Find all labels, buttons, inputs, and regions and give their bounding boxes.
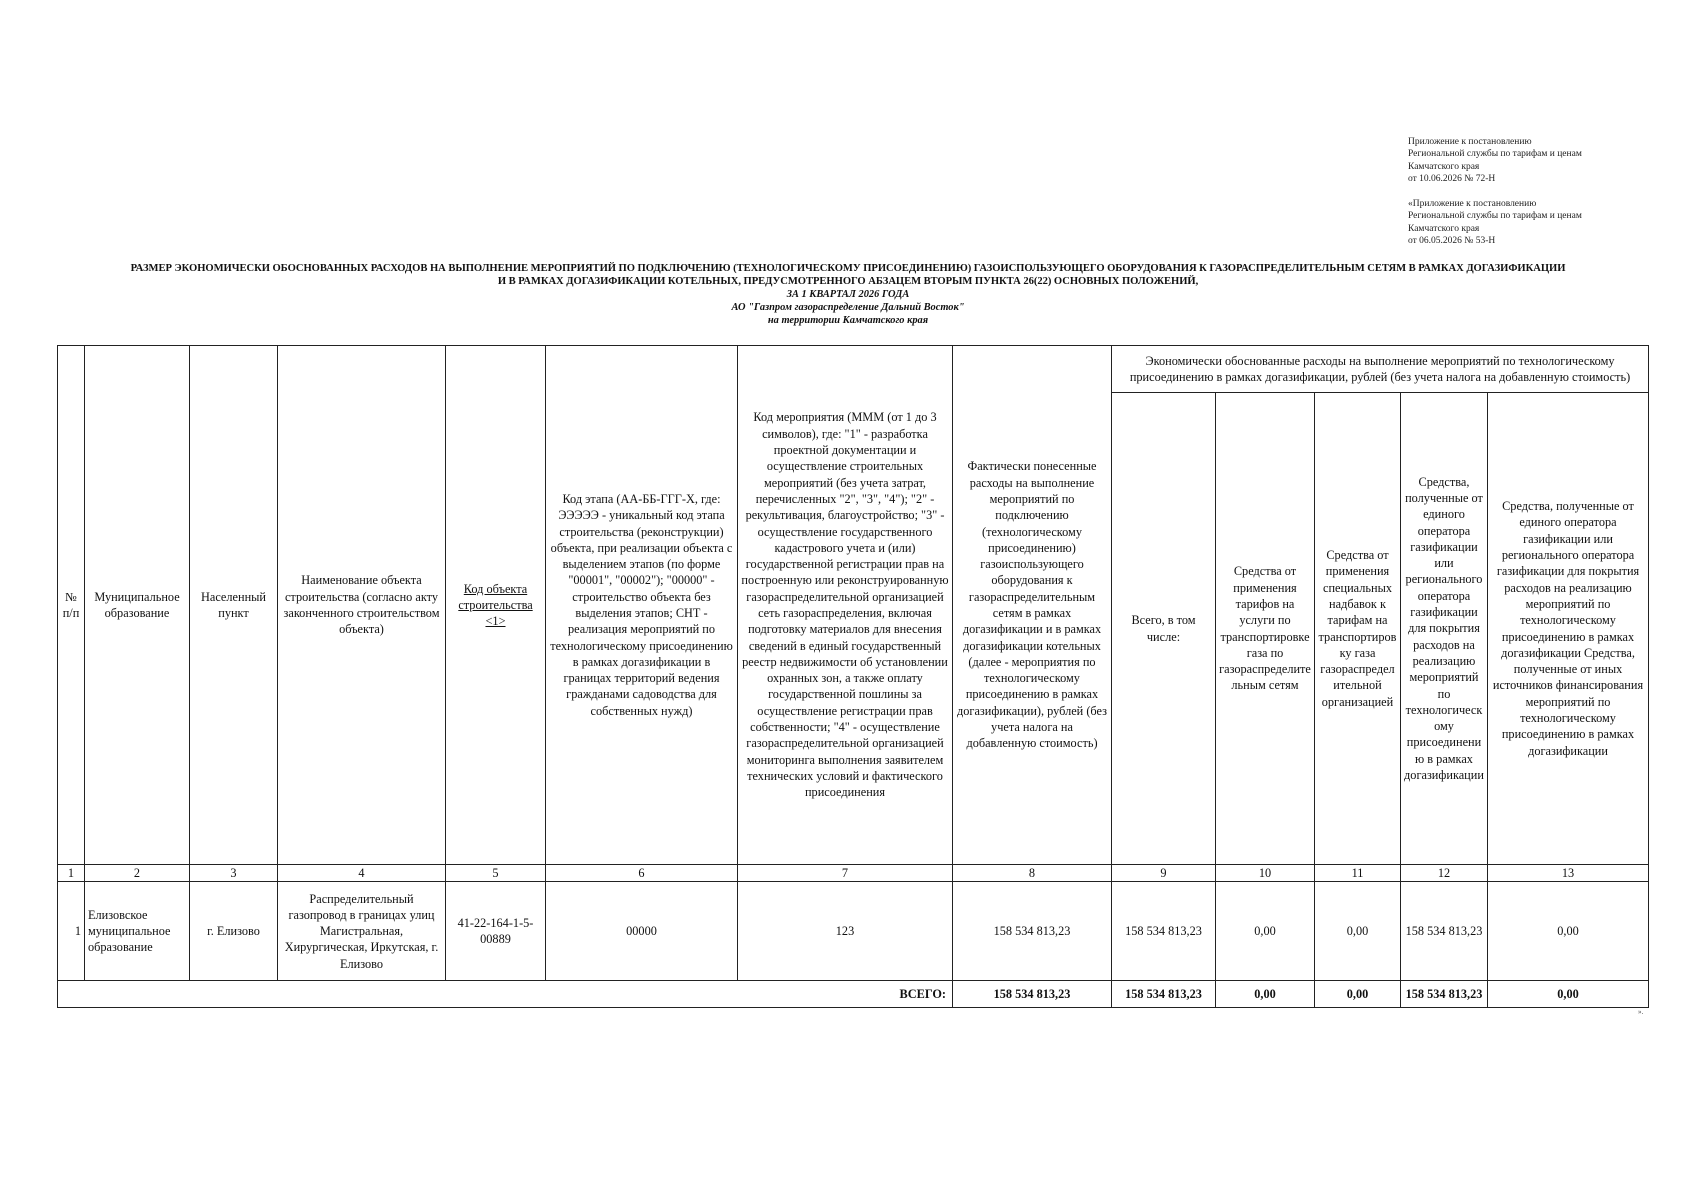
totals-other-funds: 0,00 — [1488, 981, 1649, 1008]
document-title — [40, 262, 1656, 327]
row-surcharge-funds: 0,00 — [1315, 882, 1401, 981]
title-line-1: РАЗМЕР ЭКОНОМИЧЕСКИ ОБОСНОВАННЫХ РАСХОДОВ НА ВЫПОЛНЕНИЕ МЕРОПРИЯТИЙ ПО ПОДКЛЮЧЕНИЮ (ТЕХНОЛОГИЧЕСКОМУ ПРИСОЕДИНЕНИЮ) ГАЗОИСПОЛЬЗУЮЩЕГО ОБОРУДОВАНИЯ К ГАЗОРАСПРЕДЕЛИТЕЛЬНЫМ СЕТЯМ В РАМКАХ ДОГАЗИФИКАЦИИ — [130, 263, 1566, 274]
header-justified-expenses-group: Экономически обоснованные расходы на выполнение мероприятий по технологическому присоединению в рамках догазификации, рублей (без учета налога на добавленную стоимость) — [1112, 346, 1649, 393]
column-number: 8 — [953, 865, 1112, 882]
totals-total: 158 534 813,23 — [1112, 981, 1216, 1008]
totals-actual-expenses: 158 534 813,23 — [953, 981, 1112, 1008]
header-municipality: Муниципальное образование — [85, 346, 190, 865]
row-object-code: 41-22-164-1-5-00889 — [446, 882, 546, 981]
row-object-name: Распределительный газопровод в границах улиц Магистральная, Хирургическая, Иркутская, г. Елизово — [278, 882, 446, 981]
row-stage-code: 00000 — [546, 882, 738, 981]
column-number: 10 — [1216, 865, 1315, 882]
appendix-note-current — [1408, 136, 1582, 186]
header-tariff-funds: Средства от применения тарифов на услуги по транспортировке газа по газораспределительным сетям — [1216, 393, 1315, 865]
appendix-line: Камчатского края — [1408, 161, 1480, 172]
totals-operator-funds: 158 534 813,23 — [1401, 981, 1488, 1008]
column-number: 1 — [58, 865, 85, 882]
appendix-line: Приложение к постановлению — [1408, 137, 1532, 147]
header-locality: Населенный пункт — [190, 346, 278, 865]
appendix-line: от 06.05.2026 № 53-Н — [1408, 236, 1496, 247]
title-territory: на территории Камчатского края — [767, 315, 929, 326]
expenses-table — [57, 345, 1649, 1008]
column-number: 7 — [738, 865, 953, 882]
column-number: 9 — [1112, 865, 1216, 882]
header-number: № п/п — [58, 346, 85, 865]
title-line-2: И В РАМКАХ ДОГАЗИФИКАЦИИ КОТЕЛЬНЫХ, ПРЕДУСМОТРЕННОГО АБЗАЦЕМ ВТОРЫМ ПУНКТА 26(22) ОСНОВНЫХ ПОЛОЖЕНИЙ, — [497, 276, 1199, 287]
row-measure-code: 123 — [738, 882, 953, 981]
column-number-row — [58, 865, 1649, 882]
column-number: 4 — [278, 865, 446, 882]
row-operator-funds: 158 534 813,23 — [1401, 882, 1488, 981]
row-municipality: Елизовское муниципальное образование — [85, 882, 190, 981]
totals-tariff-funds: 0,00 — [1216, 981, 1315, 1008]
header-operator-funds: Средства, полученные от единого оператора газификации или регионального оператора газификации для покрытия расходов на реализацию мероприятий по технологическому присоединению в рамках догазификации — [1401, 393, 1488, 865]
appendix-line: от 10.06.2026 № 72-Н — [1408, 174, 1496, 185]
row-total: 158 534 813,23 — [1112, 882, 1216, 981]
row-tariff-funds: 0,00 — [1216, 882, 1315, 981]
totals-surcharge-funds: 0,00 — [1315, 981, 1401, 1008]
column-number: 12 — [1401, 865, 1488, 882]
table-row — [58, 882, 1649, 981]
column-number: 11 — [1315, 865, 1401, 882]
row-number: 1 — [58, 882, 85, 981]
header-surcharge-funds: Средства от применения специальных надбавок к тарифам на транспортировку газа газораспределительной организацией — [1315, 393, 1401, 865]
column-number: 2 — [85, 865, 190, 882]
row-actual-expenses: 158 534 813,23 — [953, 882, 1112, 981]
header-actual-expenses: Фактически понесенные расходы на выполнение мероприятий по подключению (технологическому присоединению) газоиспользующего оборудования к газораспределительным сетям в рамках догазификации и в рамках догазификации котельных (далее - мероприятия по технологическому присоединению в рамках догазификации), рублей (без учета налога на добавленную стоимость) — [953, 346, 1112, 865]
appendix-line: Региональной службы по тарифам и ценам — [1408, 149, 1582, 160]
appendix-line: Региональной службы по тарифам и ценам — [1408, 211, 1582, 222]
appendix-line: Камчатского края — [1408, 223, 1480, 234]
appendix-note-previous — [1408, 198, 1582, 248]
header-stage-code: Код этапа (АА-ББ-ГГГ-Х, где: ЭЭЭЭЭ - уникальный код этапа строительства (реконструкции) объекта, при реализации объекта с выделением этапов (по форме "00001", "00002"); "00000" - строительство объекта без выделения этапов; СНТ - реализация мероприятий по технологическому присоединению в рамках догазификации в границах территорий ведения гражданами садоводства для собственных нужд) — [546, 346, 738, 865]
header-measure-code: Код мероприятия (МММ (от 1 до 3 символов), где: "1" - разработка проектной документации и осуществление строительных мероприятий (без учета затрат, перечисленных "2", "3", "4"); "2" - рекультивация, благоустройство; "3" - осуществление государственного кадастрового учета и (или) государственной регистрации прав на построенную или реконструированную газораспределительной организацией сеть газораспределения, включая подготовку материалов для внесения сведений в единый государственный реестр недвижимости об установлении охранных зон, а также оплату государственной пошлины за осуществление регистрации прав собственности; "4" - осуществление газораспределительной организацией мониторинга выполнения заявителем технических условий и фактического присоединения — [738, 346, 953, 865]
row-locality: г. Елизово — [190, 882, 278, 981]
header-other-funds: Средства, полученные от единого оператора газификации или регионального оператора газификации для покрытия расходов на реализацию мероприятий по технологическому присоединению в рамках догазификации Средства, полученные от иных источников финансирования мероприятий по технологическому присоединению в рамках догазификации — [1488, 393, 1649, 865]
header-object-code: Код объекта строительства <1> — [446, 346, 546, 865]
column-number: 6 — [546, 865, 738, 882]
title-period: ЗА 1 КВАРТАЛ 2026 ГОДА — [786, 289, 910, 300]
row-other-funds: 0,00 — [1488, 882, 1649, 981]
header-object-name: Наименование объекта строительства (согласно акту законченного строительством объекта) — [278, 346, 446, 865]
column-number: 3 — [190, 865, 278, 882]
closing-quote-mark: ». — [1638, 1008, 1644, 1016]
title-organization: АО "Газпром газораспределение Дальний Восток" — [731, 302, 965, 313]
column-number: 13 — [1488, 865, 1649, 882]
column-number: 5 — [446, 865, 546, 882]
header-total: Всего, в том числе: — [1112, 393, 1216, 865]
totals-row — [58, 981, 1649, 1008]
appendix-line: «Приложение к постановлению — [1408, 199, 1537, 209]
totals-label: ВСЕГО: — [58, 981, 953, 1008]
